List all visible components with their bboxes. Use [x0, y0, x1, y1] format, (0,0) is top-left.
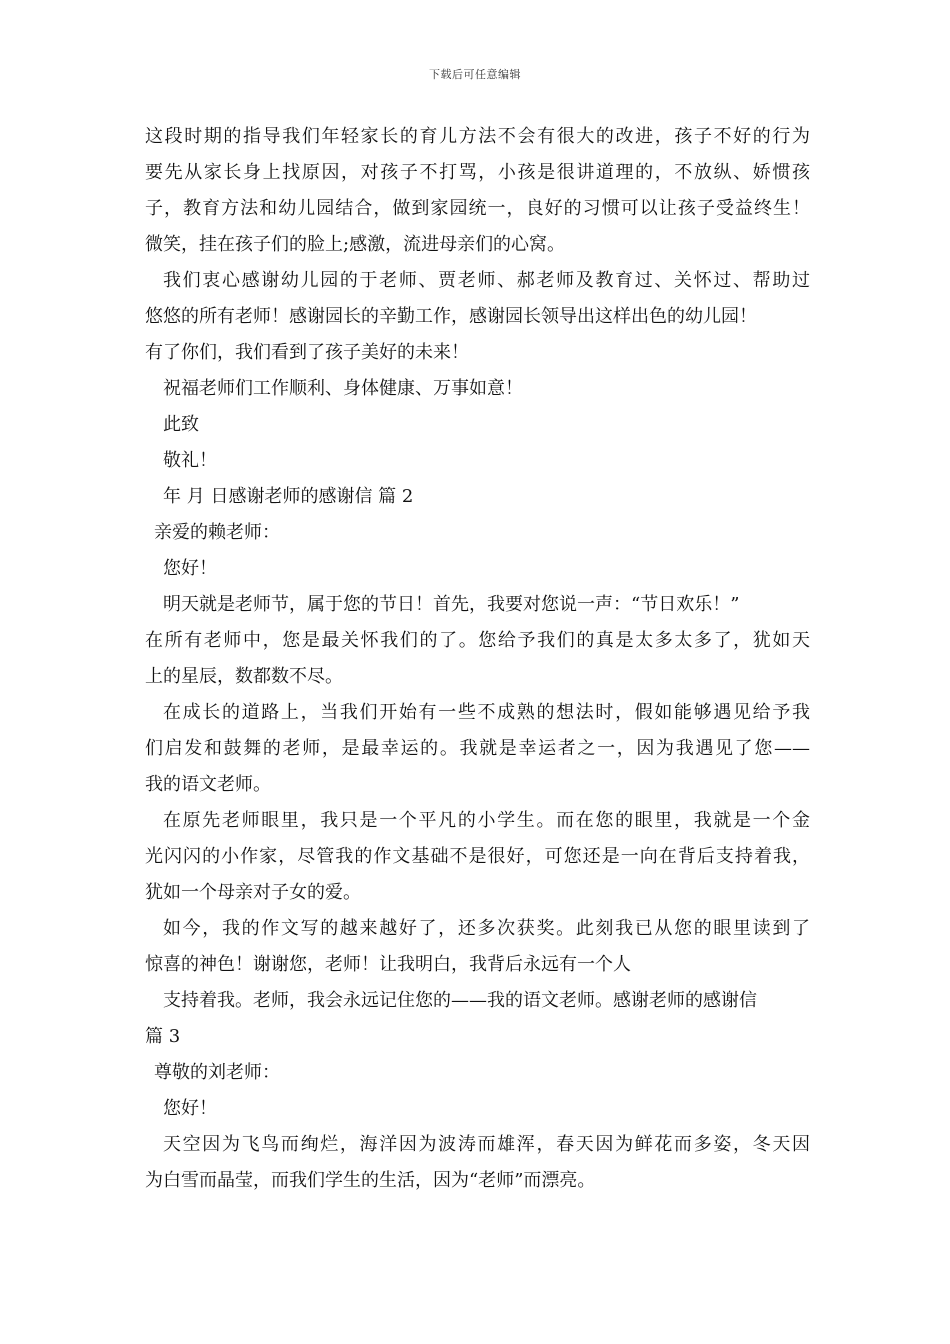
text-line: 祝福老师们工作顺利、身体健康、万事如意！	[163, 378, 523, 399]
text-line: 支持着我。老师，我会永远记住您的——我的语文老师。感谢老师的感谢信	[163, 990, 757, 1011]
text-line: 这段时期的指导我们年轻家长的育儿方法不会有很大的改进，孩子不好的行为	[145, 126, 810, 147]
header-note: 下载后可任意编辑	[429, 68, 521, 81]
text-line: 们启发和鼓舞的老师，是最幸运的。我就是幸运者之一，因为我遇见了您——	[145, 738, 810, 759]
text-line: 惊喜的神色！谢谢您，老师！让我明白，我背后永远有一个人	[145, 954, 631, 975]
text-line: 在成长的道路上，当我们开始有一些不成熟的想法时，假如能够遇见给予我	[163, 702, 810, 723]
text-line: 有了你们，我们看到了孩子美好的未来！	[145, 342, 469, 363]
document-body	[145, 119, 810, 1199]
salutation: 尊敬的刘老师：	[154, 1062, 280, 1083]
text-line: 子，教育方法和幼儿园结合，做到家园统一，良好的习惯可以让孩子受益终生！	[145, 198, 810, 219]
text-line: 在所有老师中，您是最关怀我们的了。您给予我们的真是太多太多了，犹如天	[145, 630, 810, 651]
text-line: 敬礼！	[163, 450, 217, 471]
text-line: 光闪闪的小作家，尽管我的作文基础不是很好，可您还是一向在背后支持着我，	[145, 846, 810, 867]
section-heading: 年 月 日感谢老师的感谢信 篇 2	[163, 486, 414, 507]
section-heading: 篇 3	[145, 1026, 181, 1047]
text-line: 我们衷心感谢幼儿园的于老师、贾老师、郝老师及教育过、关怀过、帮助过	[163, 270, 810, 291]
text-line: 微笑，挂在孩子们的脸上;感激，流进母亲们的心窝。	[145, 234, 566, 255]
text-line: 悠悠的所有老师！感谢园长的辛勤工作，感谢园长领导出这样出色的幼儿园！	[145, 306, 757, 327]
text-line: 您好！	[163, 558, 217, 579]
text-line: 明天就是老师节，属于您的节日！首先，我要对您说一声：“节日欢乐！”	[163, 594, 740, 615]
text-line: 您好！	[163, 1098, 217, 1119]
salutation: 亲爱的赖老师：	[154, 522, 280, 543]
text-line: 此致	[163, 414, 199, 435]
text-line: 在原先老师眼里，我只是一个平凡的小学生。而在您的眼里，我就是一个金	[163, 810, 810, 831]
text-line: 如今，我的作文写的越来越好了，还多次获奖。此刻我已从您的眼里读到了	[163, 918, 810, 939]
text-line: 天空因为飞鸟而绚烂，海洋因为波涛而雄浑，春天因为鲜花而多姿，冬天因	[163, 1134, 810, 1155]
text-line: 上的星辰，数都数不尽。	[145, 666, 343, 687]
text-line: 为白雪而晶莹，而我们学生的生活，因为“老师”而漂亮。	[145, 1170, 596, 1191]
text-line: 我的语文老师。	[145, 774, 271, 795]
text-line: 要先从家长身上找原因，对孩子不打骂，小孩是很讲道理的，不放纵、娇惯孩	[145, 162, 810, 183]
text-line: 犹如一个母亲对子女的爱。	[145, 882, 361, 903]
